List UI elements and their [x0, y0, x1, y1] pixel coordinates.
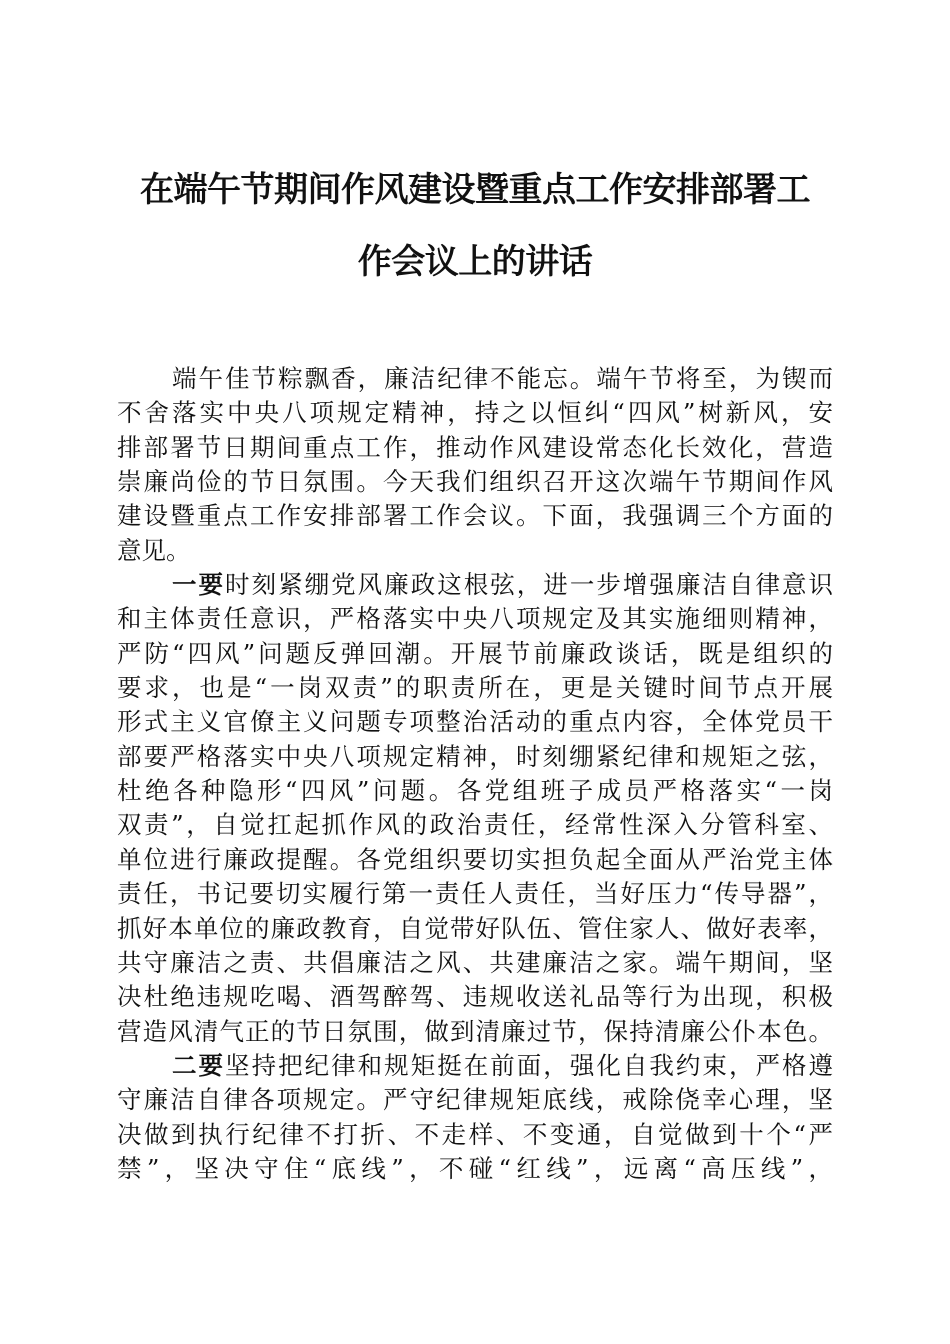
line-text: 营造风清气正的节日氛围，做到清廉过节，保持清廉公仆本色。: [117, 1016, 833, 1046]
line-text: 责任，书记要切实履行第一责任人责任，当好压力“传导器”，: [117, 879, 833, 909]
paragraph-line: [117, 1152, 833, 1186]
paragraph-line: [117, 912, 833, 946]
paragraph-line: [117, 1015, 833, 1049]
line-text: 单位进行廉政提醒。各党组织要切实担负起全面从严治党主体: [117, 844, 833, 874]
paragraph-line: [117, 396, 833, 430]
line-text: 坚持把纪律和规矩挺在前面，强化自我约束，严格遵: [225, 1050, 834, 1080]
paragraph: [117, 362, 833, 568]
paragraph-line: [117, 877, 833, 911]
paragraph-line: [117, 1083, 833, 1117]
line-text: 抓好本单位的廉政教育，自觉带好队伍、管住家人、做好表率，: [117, 913, 833, 943]
paragraph-line: [117, 637, 833, 671]
line-text: 要求，也是“一岗双责”的职责所在，更是关键时间节点开展: [117, 673, 833, 703]
line-text: 崇廉尚俭的节日氛围。今天我们组织召开这次端午节期间作风: [117, 467, 833, 497]
paragraph-lead: 一要: [172, 570, 226, 600]
paragraph-line: [117, 602, 833, 636]
paragraph-line: [117, 705, 833, 739]
paragraph-line: [117, 843, 833, 877]
line-text: 守廉洁自律各项规定。严守纪律规矩底线，戒除侥幸心理，坚: [117, 1085, 833, 1115]
paragraph-line: [117, 534, 833, 568]
paragraph-line: [117, 740, 833, 774]
line-text: 决杜绝违规吃喝、酒驾醉驾、违规收送礼品等行为出现，积极: [117, 982, 833, 1012]
line-text: 禁”，坚决守住“底线”，不碰“红线”，远离“高压线”，: [117, 1153, 833, 1183]
line-text: 部要严格落实中央八项规定精神，时刻绷紧纪律和规矩之弦，: [117, 741, 833, 771]
paragraph-line: [117, 671, 833, 705]
line-text: 时刻紧绷党风廉政这根弦，进一步增强廉洁自律意识: [225, 570, 834, 600]
paragraph-line: [117, 568, 833, 602]
line-text: 不舍落实中央八项规定精神，持之以恒纠“四风”树新风，安: [117, 398, 833, 428]
document-body: [117, 362, 833, 1186]
paragraph-line: [117, 808, 833, 842]
line-text: 排部署节日期间重点工作，推动作风建设常态化长效化，营造: [117, 432, 833, 462]
line-text: 建设暨重点工作安排部署工作会议。下面，我强调三个方面的: [117, 501, 833, 531]
paragraph-line: [117, 1049, 833, 1083]
line-text: 意见。: [117, 535, 191, 565]
line-text: 和主体责任意识，严格落实中央八项规定及其实施细则精神，: [117, 604, 833, 634]
line-text: 严防“四风”问题反弹回潮。开展节前廉政谈话，既是组织的: [117, 638, 833, 668]
paragraph-line: [117, 431, 833, 465]
line-text: 决做到执行纪律不打折、不走样、不变通，自觉做到十个“严: [117, 1119, 833, 1149]
line-text: 杜绝各种隐形“四风”问题。各党组班子成员严格落实“一岗: [117, 776, 833, 806]
paragraph-line: [117, 465, 833, 499]
paragraph-lead: 二要: [172, 1050, 226, 1080]
document-title-line-2: 作会议上的讲话: [357, 242, 593, 282]
document-title-line-1: 在端午节期间作风建设暨重点工作安排部署工: [140, 170, 810, 210]
line-text: 端午佳节粽飘香，廉洁纪律不能忘。端午节将至，为锲而: [172, 364, 833, 393]
paragraph-line: [117, 362, 833, 396]
line-text: 形式主义官僚主义问题专项整治活动的重点内容，全体党员干: [117, 707, 833, 737]
paragraph-line: [117, 774, 833, 808]
paragraph: [117, 568, 833, 1049]
paragraph: [117, 1049, 833, 1186]
paragraph-line: [117, 499, 833, 533]
paragraph-line: [117, 1118, 833, 1152]
line-text: 双责”，自觉扛起抓作风的政治责任，经常性深入分管科室、: [117, 810, 833, 840]
paragraph-line: [117, 946, 833, 980]
paragraph-line: [117, 980, 833, 1014]
line-text: 共守廉洁之责、共倡廉洁之风、共建廉洁之家。端午期间，坚: [117, 947, 833, 977]
